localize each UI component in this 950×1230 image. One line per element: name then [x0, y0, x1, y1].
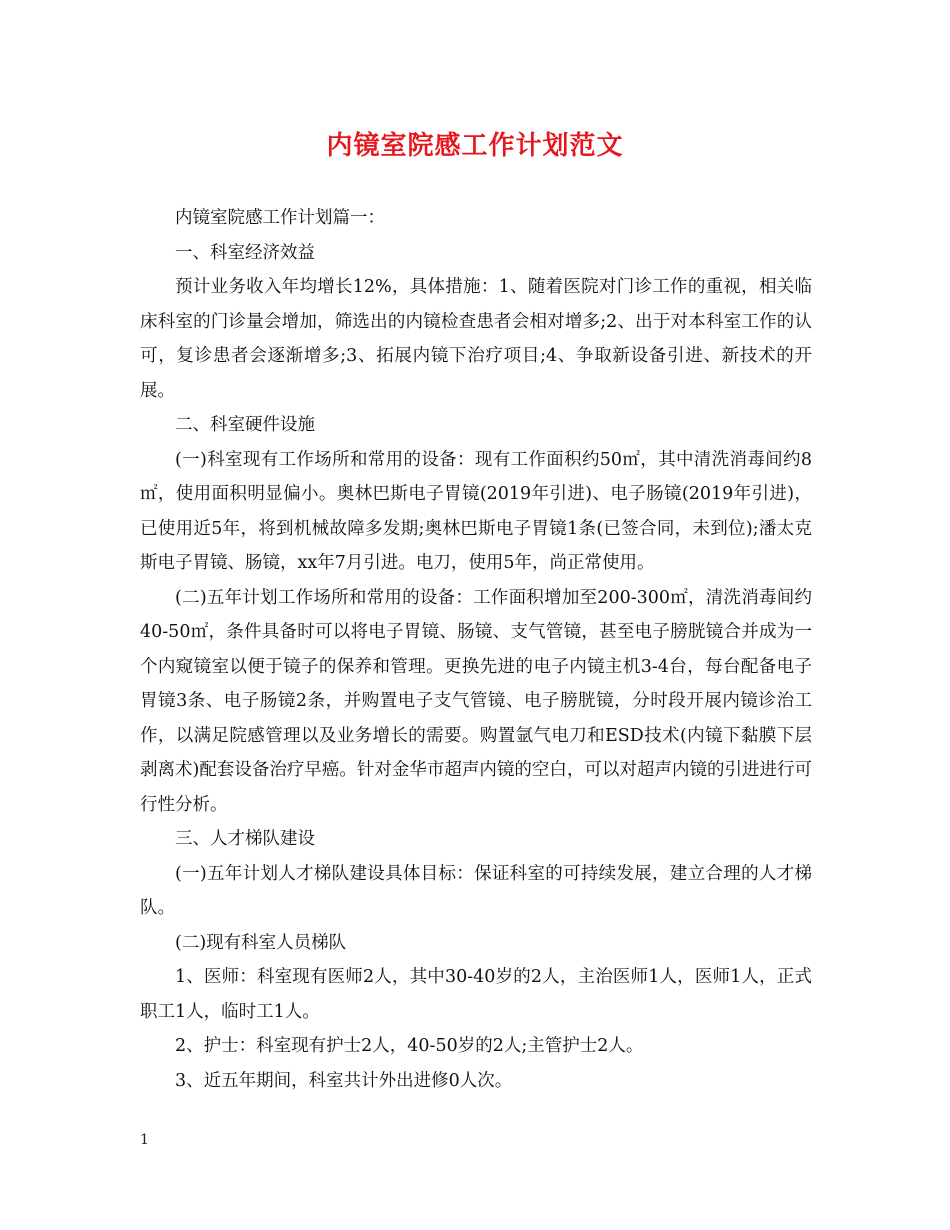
document-body — [140, 201, 812, 1098]
paragraph-2: 预计业务收入年均增长12%，具体措施：1、随着医院对门诊工作的重视，相关临床科室的门诊量会增加，筛选出的内镜检查患者会相对增多;2、出于对本科室工作的认可，复诊患者会逐渐增多;3、拓展内镜下治疗项目;4、争取新设备引进、新技术的开展。 — [140, 277, 812, 401]
paragraph-1: 内镜室院感工作计划篇一： — [175, 208, 385, 228]
paragraph-7: 1、医师：科室现有医师2人，其中30-40岁的2人，主治医师1人，医师1人，正式职工1人，临时工1人。 — [140, 967, 812, 1022]
document-title: 内镜室院感工作计划范文 — [326, 131, 624, 161]
paragraph-8: 2、护士：科室现有护士2人，40-50岁的2人;主管护士2人。 — [175, 1036, 644, 1056]
paragraph-4: (二)五年计划工作场所和常用的设备：工作面积增加至200-300㎡，清洗消毒间约40-50㎡，条件具备时可以将电子胃镜、肠镜、支气管镜，甚至电子膀胱镜合并成为一个内窥镜室以便于镜子的保养和管理。更换先进的电子内镜主机3-4台，每台配备电子胃镜3条、电子肠镜2条，并购置电子支气管镜、电子膀胱镜，分时段开展内镜诊治工作，以满足院感管理以及业务增长的需要。购置氩气电刀和ESD技术(内镜下黏膜下层剥离术)配套设备治疗早癌。针对金华市超声内镜的空白，可以对超声内镜的引进进行可行性分析。 — [140, 587, 812, 815]
page-number: 1 — [140, 1132, 149, 1148]
paragraph-9: 3、近五年期间，科室共计外出进修0人次。 — [175, 1070, 513, 1091]
section-heading-1: 一、科室经济效益 — [175, 242, 315, 263]
paragraph-5: (一)五年计划人才梯队建设具体目标：保证科室的可持续发展，建立合理的人才梯队。 — [140, 863, 812, 918]
paragraph-6: (二)现有科室人员梯队 — [175, 932, 347, 953]
paragraph-3: (一)科室现有工作场所和常用的设备：现有工作面积约50㎡，其中清洗消毒间约8㎡，使用面积明显偏小。奥林巴斯电子胃镜(2019年引进)、电子肠镜(2019年引进)，已使用近5年，将到机械故障多发期;奥林巴斯电子胃镜1条(已签合同，未到位);潘太克斯电子胃镜、肠镜，xx年7月引进。电刀，使用5年，尚正常使用。 — [140, 449, 812, 573]
section-heading-3: 三、人才梯队建设 — [175, 829, 315, 849]
section-heading-2: 二、科室硬件设施 — [175, 415, 315, 435]
